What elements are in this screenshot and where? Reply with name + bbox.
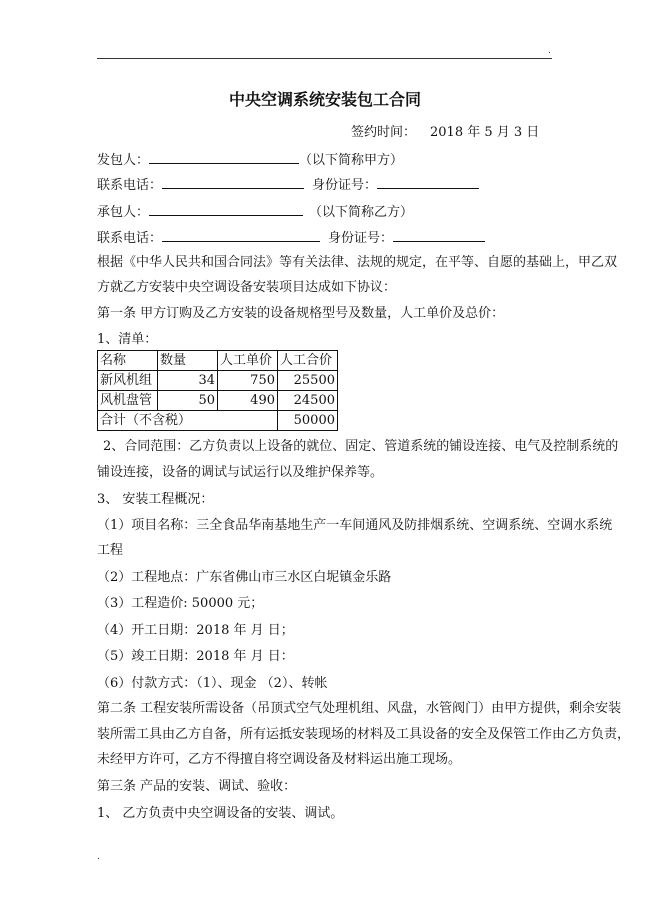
end-date: （5）竣工日期：2018 年 月 日： <box>97 649 294 664</box>
table-total-label: 合计（不含税） <box>98 411 278 431</box>
equipment-table <box>97 350 338 431</box>
party-a-label: 发包人： <box>97 153 150 168</box>
table-header-cell: 人工合价 <box>278 351 338 371</box>
article-3: 第三条 产品的安装、调试、验收： <box>97 779 297 794</box>
scope-line-2: 铺设连接，设备的调试与试运行以及维护保养等。 <box>97 465 384 480</box>
party-b-suffix: （以下简称乙方） <box>309 205 414 220</box>
party-b-line <box>97 203 413 221</box>
phone-b-field[interactable] <box>162 229 320 242</box>
header-rule <box>97 58 552 59</box>
party-a-suffix: （以下简称甲方） <box>299 153 404 168</box>
project-name-line-2: 工程 <box>97 543 124 558</box>
article-3-item-1: 1、 乙方负责中央空调设备的安装、调试。 <box>97 806 344 821</box>
id-b-label: 身份证号： <box>328 231 394 246</box>
table-header-row <box>98 351 338 371</box>
table-row <box>98 371 338 391</box>
intro-line-2: 方就乙方安装中央空调设备安装项目达成如下协议： <box>97 280 397 295</box>
table-header-cell: 名称 <box>98 351 158 371</box>
party-a-field[interactable] <box>149 151 299 164</box>
party-b-label: 承包人： <box>97 205 150 220</box>
project-cost: （3）工程造价: 50000 元； <box>97 596 264 611</box>
party-a-line <box>97 151 403 169</box>
table-cell: 50 <box>158 391 218 411</box>
table-cell: 25500 <box>278 371 338 391</box>
table-cell: 490 <box>218 391 278 411</box>
phone-b-label: 联系电话： <box>97 231 163 246</box>
scope-line-1: 2、合同范围：乙方负责以上设备的就位、固定、管道系统的铺设连接、电气及控制系统的 <box>103 439 619 454</box>
article-2-line-3: 未经甲方许可，乙方不得擅自将空调设备及材料运出施工现场。 <box>97 752 462 767</box>
table-cell: 风机盘管 <box>98 391 158 411</box>
table-cell: 34 <box>158 371 218 391</box>
id-a-label: 身份证号： <box>312 178 378 193</box>
table-cell: 新风机组 <box>98 371 158 391</box>
id-a-field[interactable] <box>377 176 479 189</box>
list-heading: 1、清单： <box>97 332 158 347</box>
article-2-line-1: 第二条 工程安装所需设备（吊顶式空气处理机组、风盘，水管阀门）由甲方提供，剩余安装 <box>97 701 622 716</box>
table-header-cell: 人工单价 <box>218 351 278 371</box>
article-1: 第一条 甲方订购及乙方安装的设备规格型号及数量，人工单价及总价： <box>97 306 505 321</box>
phone-a-label: 联系电话： <box>97 178 163 193</box>
phone-b-line <box>97 229 485 247</box>
table-cell: 24500 <box>278 391 338 411</box>
project-name-line-1: （1）项目名称：三全食品华南基地生产一车间通风及防排烟系统、空调系统、空调水系统 <box>97 518 613 533</box>
page-title: 中央空调系统安装包工合同 <box>228 90 421 109</box>
phone-a-field[interactable] <box>162 176 304 189</box>
intro-line-1: 根据《中华人民共和国合同法》等有关法律、法规的规定，在平等、自愿的基础上，甲乙双 <box>97 255 618 270</box>
table-total-row <box>98 411 338 431</box>
party-b-field[interactable] <box>149 203 303 216</box>
payment-method: （6）付款方式：（1）、现金 （2）、转帐 <box>97 676 328 691</box>
article-2-line-2: 装所需工具由乙方自备，所有运抵安装现场的材料及工具设备的安全及保管工作由乙方负责， <box>97 727 631 742</box>
id-b-field[interactable] <box>393 229 485 242</box>
project-location: （2）工程地点：广东省佛山市三水区白坭镇金乐路 <box>97 570 392 585</box>
phone-a-line <box>97 176 479 194</box>
table-total-value: 50000 <box>278 411 338 431</box>
start-date: （4）开工日期：2018 年 月 日； <box>97 623 294 638</box>
sign-date-value: 2018 年 5 月 3 日 <box>430 125 540 140</box>
header-mark: . <box>548 46 551 56</box>
overview-heading: 3、 安装工程概况： <box>97 492 214 507</box>
table-row <box>98 391 338 411</box>
table-cell: 750 <box>218 371 278 391</box>
sign-date <box>351 125 539 141</box>
table-header-cell: 数量 <box>158 351 218 371</box>
footer-mark: . <box>97 852 100 862</box>
sign-date-label: 签约时间： <box>351 125 417 140</box>
